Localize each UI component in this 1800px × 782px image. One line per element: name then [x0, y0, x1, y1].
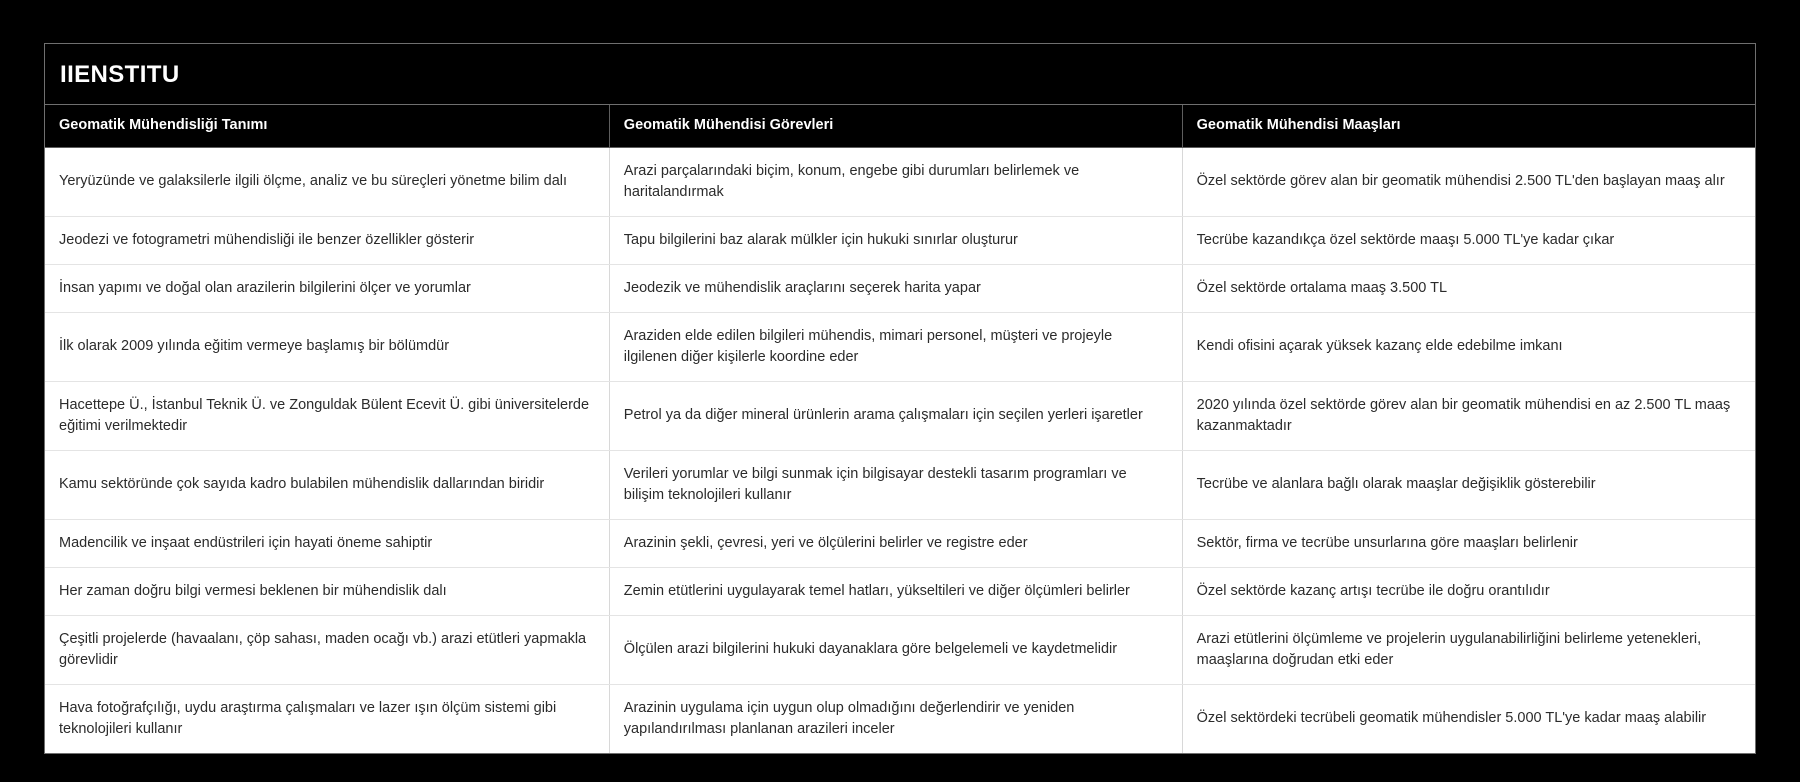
cell-text: Tapu bilgilerini baz alarak mülkler için hukuki sınırlar oluşturur — [623, 231, 1018, 248]
cell-text: Jeodezik ve mühendislik araçlarını seçerek harita yapar — [623, 279, 981, 296]
cell-gorev — [609, 519, 1182, 567]
cell-gorev — [609, 264, 1182, 312]
cell-text: Hava fotoğrafçılığı, uydu araştırma çalışmaları ve lazer ışın ölçüm sistemi gibi teknolojileri kullanır — [59, 699, 557, 737]
cell-gorev — [609, 312, 1182, 381]
cell-text: Arazi etütlerini ölçümleme ve projelerin uygulanabilirliğini belirleme yetenekleri, maaşlarına doğrudan etki eder — [1196, 630, 1702, 668]
cell-text: Arazinin şekli, çevresi, yeri ve ölçülerini belirler ve registre eder — [623, 534, 1028, 551]
cell-tanim — [45, 684, 609, 753]
table-row — [45, 312, 1755, 381]
cell-gorev — [609, 615, 1182, 684]
cell-gorev — [609, 216, 1182, 264]
cell-gorev — [609, 147, 1182, 216]
cell-gorev — [609, 450, 1182, 519]
cell-maas — [1182, 519, 1755, 567]
cell-text: Arazinin uygulama için uygun olup olmadığını değerlendirir ve yeniden yapılandırılması planlanan arazileri inceler — [623, 699, 1075, 737]
cell-text: Çeşitli projelerde (havaalanı, çöp sahası, maden ocağı vb.) arazi etütleri yapmakla görevlidir — [59, 630, 587, 668]
column-header-tanim: Geomatik Mühendisliği Tanımı — [45, 105, 609, 147]
column-header-gorevler: Geomatik Mühendisi Görevleri — [609, 105, 1182, 147]
cell-maas — [1182, 567, 1755, 615]
cell-maas — [1182, 684, 1755, 753]
cell-tanim — [45, 450, 609, 519]
cell-text: Verileri yorumlar ve bilgi sunmak için bilgisayar destekli tasarım programları ve bilişim teknolojileri kullanır — [623, 465, 1127, 503]
cell-text: Jeodezi ve fotogrametri mühendisliği ile benzer özellikler gösterir — [59, 231, 475, 248]
table-row — [45, 450, 1755, 519]
cell-text: Tecrübe ve alanlara bağlı olarak maaşlar değişiklik gösterebilir — [1196, 476, 1596, 493]
cell-maas — [1182, 147, 1755, 216]
table-row — [45, 615, 1755, 684]
cell-text: Kendi ofisini açarak yüksek kazanç elde edebilme imkanı — [1196, 338, 1563, 355]
cell-tanim — [45, 519, 609, 567]
cell-tanim — [45, 147, 609, 216]
cell-tanim — [45, 264, 609, 312]
table-row — [45, 147, 1755, 216]
cell-text: Petrol ya da diğer mineral ürünlerin arama çalışmaları için seçilen yerleri işaretler — [623, 407, 1143, 424]
cell-gorev — [609, 684, 1182, 753]
comparison-table — [45, 105, 1755, 752]
cell-text: 2020 yılında özel sektörde görev alan bir geomatik mühendisi en az 2.500 TL maaş kazanmaktadır — [1196, 396, 1731, 434]
table-row — [45, 264, 1755, 312]
cell-text: Özel sektörde kazanç artışı tecrübe ile doğru orantılıdır — [1196, 582, 1550, 599]
cell-text: Özel sektörde görev alan bir geomatik mühendisi 2.500 TL'den başlayan maaş alır — [1196, 173, 1725, 190]
table-row — [45, 216, 1755, 264]
table-header-row — [45, 105, 1755, 147]
cell-maas — [1182, 615, 1755, 684]
table-body — [45, 147, 1755, 753]
table-row — [45, 567, 1755, 615]
cell-text: Madencilik ve inşaat endüstrileri için hayati öneme sahiptir — [59, 534, 433, 551]
cell-tanim — [45, 615, 609, 684]
brand-title: IIENSTITU — [60, 61, 180, 88]
cell-text: Özel sektördeki tecrübeli geomatik mühendisler 5.000 TL'ye kadar maaş alabilir — [1196, 710, 1707, 727]
cell-text: Ölçülen arazi bilgilerini hukuki dayanaklara göre belgelemeli ve kaydetmelidir — [623, 641, 1118, 658]
table-row — [45, 519, 1755, 567]
cell-text: Sektör, firma ve tecrübe unsurlarına göre maaşları belirlenir — [1196, 534, 1578, 551]
cell-maas — [1182, 381, 1755, 450]
cell-gorev — [609, 381, 1182, 450]
cell-text: Özel sektörde ortalama maaş 3.500 TL — [1196, 279, 1448, 296]
cell-text: Araziden elde edilen bilgileri mühendis, mimari personel, müşteri ve projeyle ilgilenen diğer kişilerle koordine eder — [623, 327, 1113, 365]
table-row — [45, 684, 1755, 753]
cell-text: İlk olarak 2009 yılında eğitim vermeye başlamış bir bölümdür — [59, 338, 450, 355]
cell-text: Kamu sektöründe çok sayıda kadro bulabilen mühendislik dallarından biridir — [59, 476, 545, 493]
cell-maas — [1182, 264, 1755, 312]
table-frame — [44, 43, 1756, 754]
cell-tanim — [45, 381, 609, 450]
cell-tanim — [45, 312, 609, 381]
column-header-maaslar: Geomatik Mühendisi Maaşları — [1182, 105, 1755, 147]
table-head — [45, 105, 1755, 147]
cell-text: Yeryüzünde ve galaksilerle ilgili ölçme, analiz ve bu süreçleri yönetme bilim dalı — [59, 173, 568, 190]
cell-maas — [1182, 312, 1755, 381]
brand-band — [45, 44, 1755, 105]
cell-text: Her zaman doğru bilgi vermesi beklenen bir mühendislik dalı — [59, 582, 447, 599]
cell-tanim — [45, 216, 609, 264]
cell-text: Hacettepe Ü., İstanbul Teknik Ü. ve Zonguldak Bülent Ecevit Ü. gibi üniversitelerde eğitimi verilmektedir — [59, 396, 590, 434]
cell-text: Zemin etütlerini uygulayarak temel hatları, yükseltileri ve diğer ölçümleri belirler — [623, 582, 1130, 599]
table-row — [45, 381, 1755, 450]
cell-maas — [1182, 216, 1755, 264]
cell-gorev — [609, 567, 1182, 615]
cell-maas — [1182, 450, 1755, 519]
cell-text: Arazi parçalarındaki biçim, konum, engebe gibi durumları belirlemek ve haritalandırmak — [623, 162, 1080, 200]
cell-text: İnsan yapımı ve doğal olan arazilerin bilgilerini ölçer ve yorumlar — [59, 279, 471, 296]
cell-text: Tecrübe kazandıkça özel sektörde maaşı 5.000 TL'ye kadar çıkar — [1196, 231, 1615, 248]
cell-tanim — [45, 567, 609, 615]
